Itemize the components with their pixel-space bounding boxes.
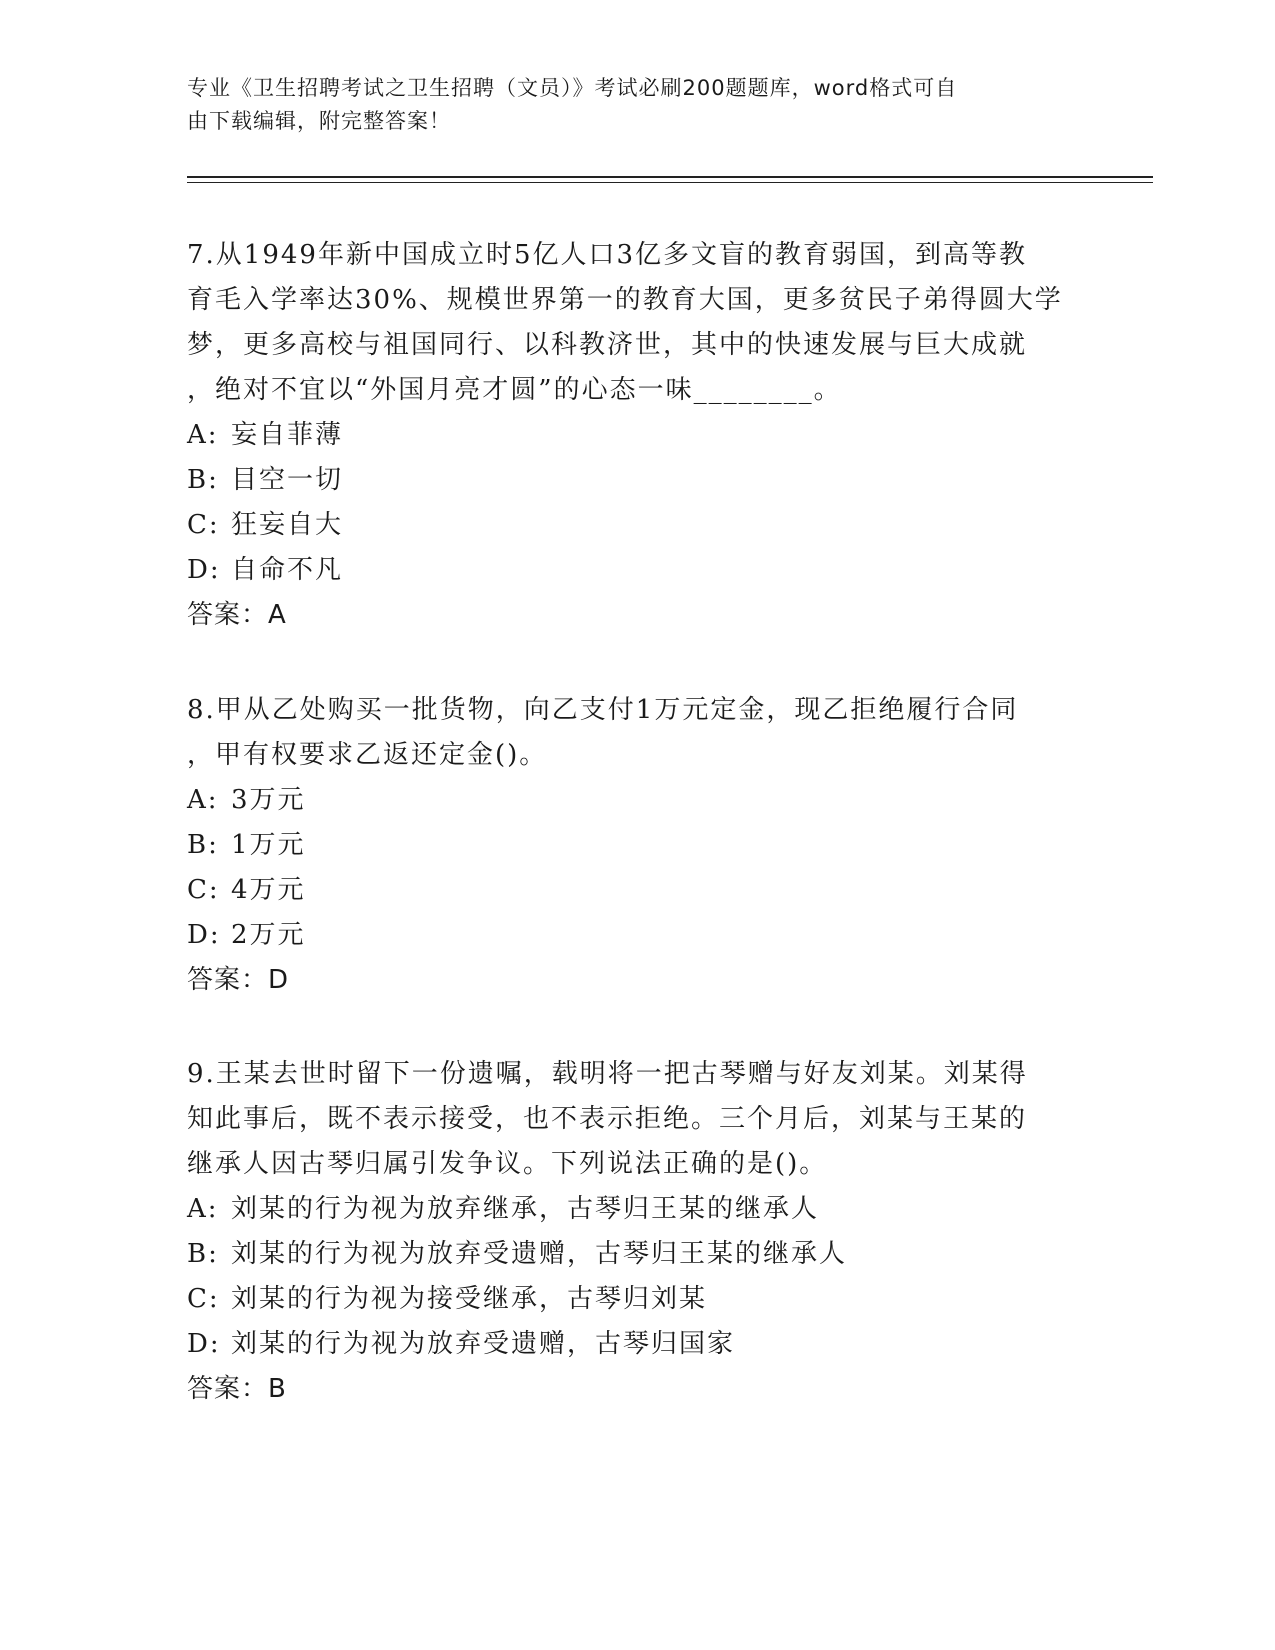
question-stem-line: 梦，更多高校与祖国同行、以科教济世，其中的快速发展与巨大成就	[187, 330, 1028, 360]
answer-line: 答案：A	[187, 600, 287, 630]
option-letter: D:	[187, 1329, 221, 1359]
option-text: 刘某的行为视为接受继承，古琴归刘某	[231, 1284, 708, 1314]
option-b	[187, 1232, 1087, 1277]
option-letter: B:	[187, 1239, 219, 1269]
answer-line: 答案：B	[187, 1374, 287, 1404]
option-text: 1万元	[231, 830, 306, 860]
header-line-1: 专业《卫生招聘考试之卫生招聘（文员）》考试必刷200题题库，word格式可自	[187, 76, 958, 100]
option-d	[187, 1322, 1087, 1367]
answer-line: 答案：D	[187, 965, 290, 995]
option-b	[187, 458, 1087, 503]
option-letter: A:	[187, 785, 219, 815]
option-letter: C:	[187, 510, 220, 540]
question-7	[187, 233, 1087, 638]
header-line-2: 由下载编辑，附完整答案！	[187, 109, 451, 133]
option-letter: B:	[187, 465, 219, 495]
option-letter: A:	[187, 1194, 219, 1224]
header-divider-thick	[187, 176, 1153, 178]
option-a	[187, 778, 1087, 823]
option-letter: D:	[187, 555, 221, 585]
option-text: 目空一切	[231, 465, 344, 495]
question-stem-line: ，绝对不宜以“外国月亮才圆”的心态一味________。	[187, 375, 842, 405]
question-stem-line: 9.王某去世时留下一份遗嘱，载明将一把古琴赠与好友刘某。刘某得	[187, 1059, 1028, 1089]
question-9	[187, 1052, 1087, 1412]
question-stem-line: 7.从1949年新中国成立时5亿人口3亿多文盲的教育弱国，到高等教	[187, 240, 1028, 270]
question-stem-line: ，甲有权要求乙返还定金()。	[187, 740, 548, 770]
option-c	[187, 868, 1087, 913]
option-letter: D:	[187, 920, 221, 950]
option-text: 刘某的行为视为放弃继承，古琴归王某的继承人	[231, 1194, 820, 1224]
option-letter: C:	[187, 1284, 220, 1314]
question-stem-line: 继承人因古琴归属引发争议。下列说法正确的是()。	[187, 1149, 828, 1179]
option-c	[187, 1277, 1087, 1322]
option-c	[187, 503, 1087, 548]
question-stem-line: 知此事后，既不表示接受，也不表示拒绝。三个月后，刘某与王某的	[187, 1104, 1028, 1134]
question-stem-line: 育毛入学率达30%、规模世界第一的教育大国，更多贫民子弟得圆大学	[187, 285, 1063, 315]
option-letter: C:	[187, 875, 220, 905]
option-text: 刘某的行为视为放弃受遗赠，古琴归国家	[231, 1329, 736, 1359]
option-text: 狂妄自大	[231, 510, 344, 540]
question-8	[187, 688, 1087, 1003]
option-d	[187, 548, 1087, 593]
option-text: 2万元	[231, 920, 306, 950]
option-a	[187, 413, 1087, 458]
option-text: 3万元	[231, 785, 306, 815]
option-text: 4万元	[231, 875, 306, 905]
header-divider-thin	[187, 182, 1153, 183]
question-stem-line: 8.甲从乙处购买一批货物，向乙支付1万元定金，现乙拒绝履行合同	[187, 695, 1019, 725]
option-text: 自命不凡	[231, 555, 344, 585]
option-text: 刘某的行为视为放弃受遗赠，古琴归王某的继承人	[231, 1239, 848, 1269]
option-letter: A:	[187, 420, 219, 450]
option-d	[187, 913, 1087, 958]
option-letter: B:	[187, 830, 219, 860]
option-a	[187, 1187, 1087, 1232]
document-header	[187, 72, 1077, 138]
option-text: 妄自菲薄	[231, 420, 344, 450]
option-b	[187, 823, 1087, 868]
